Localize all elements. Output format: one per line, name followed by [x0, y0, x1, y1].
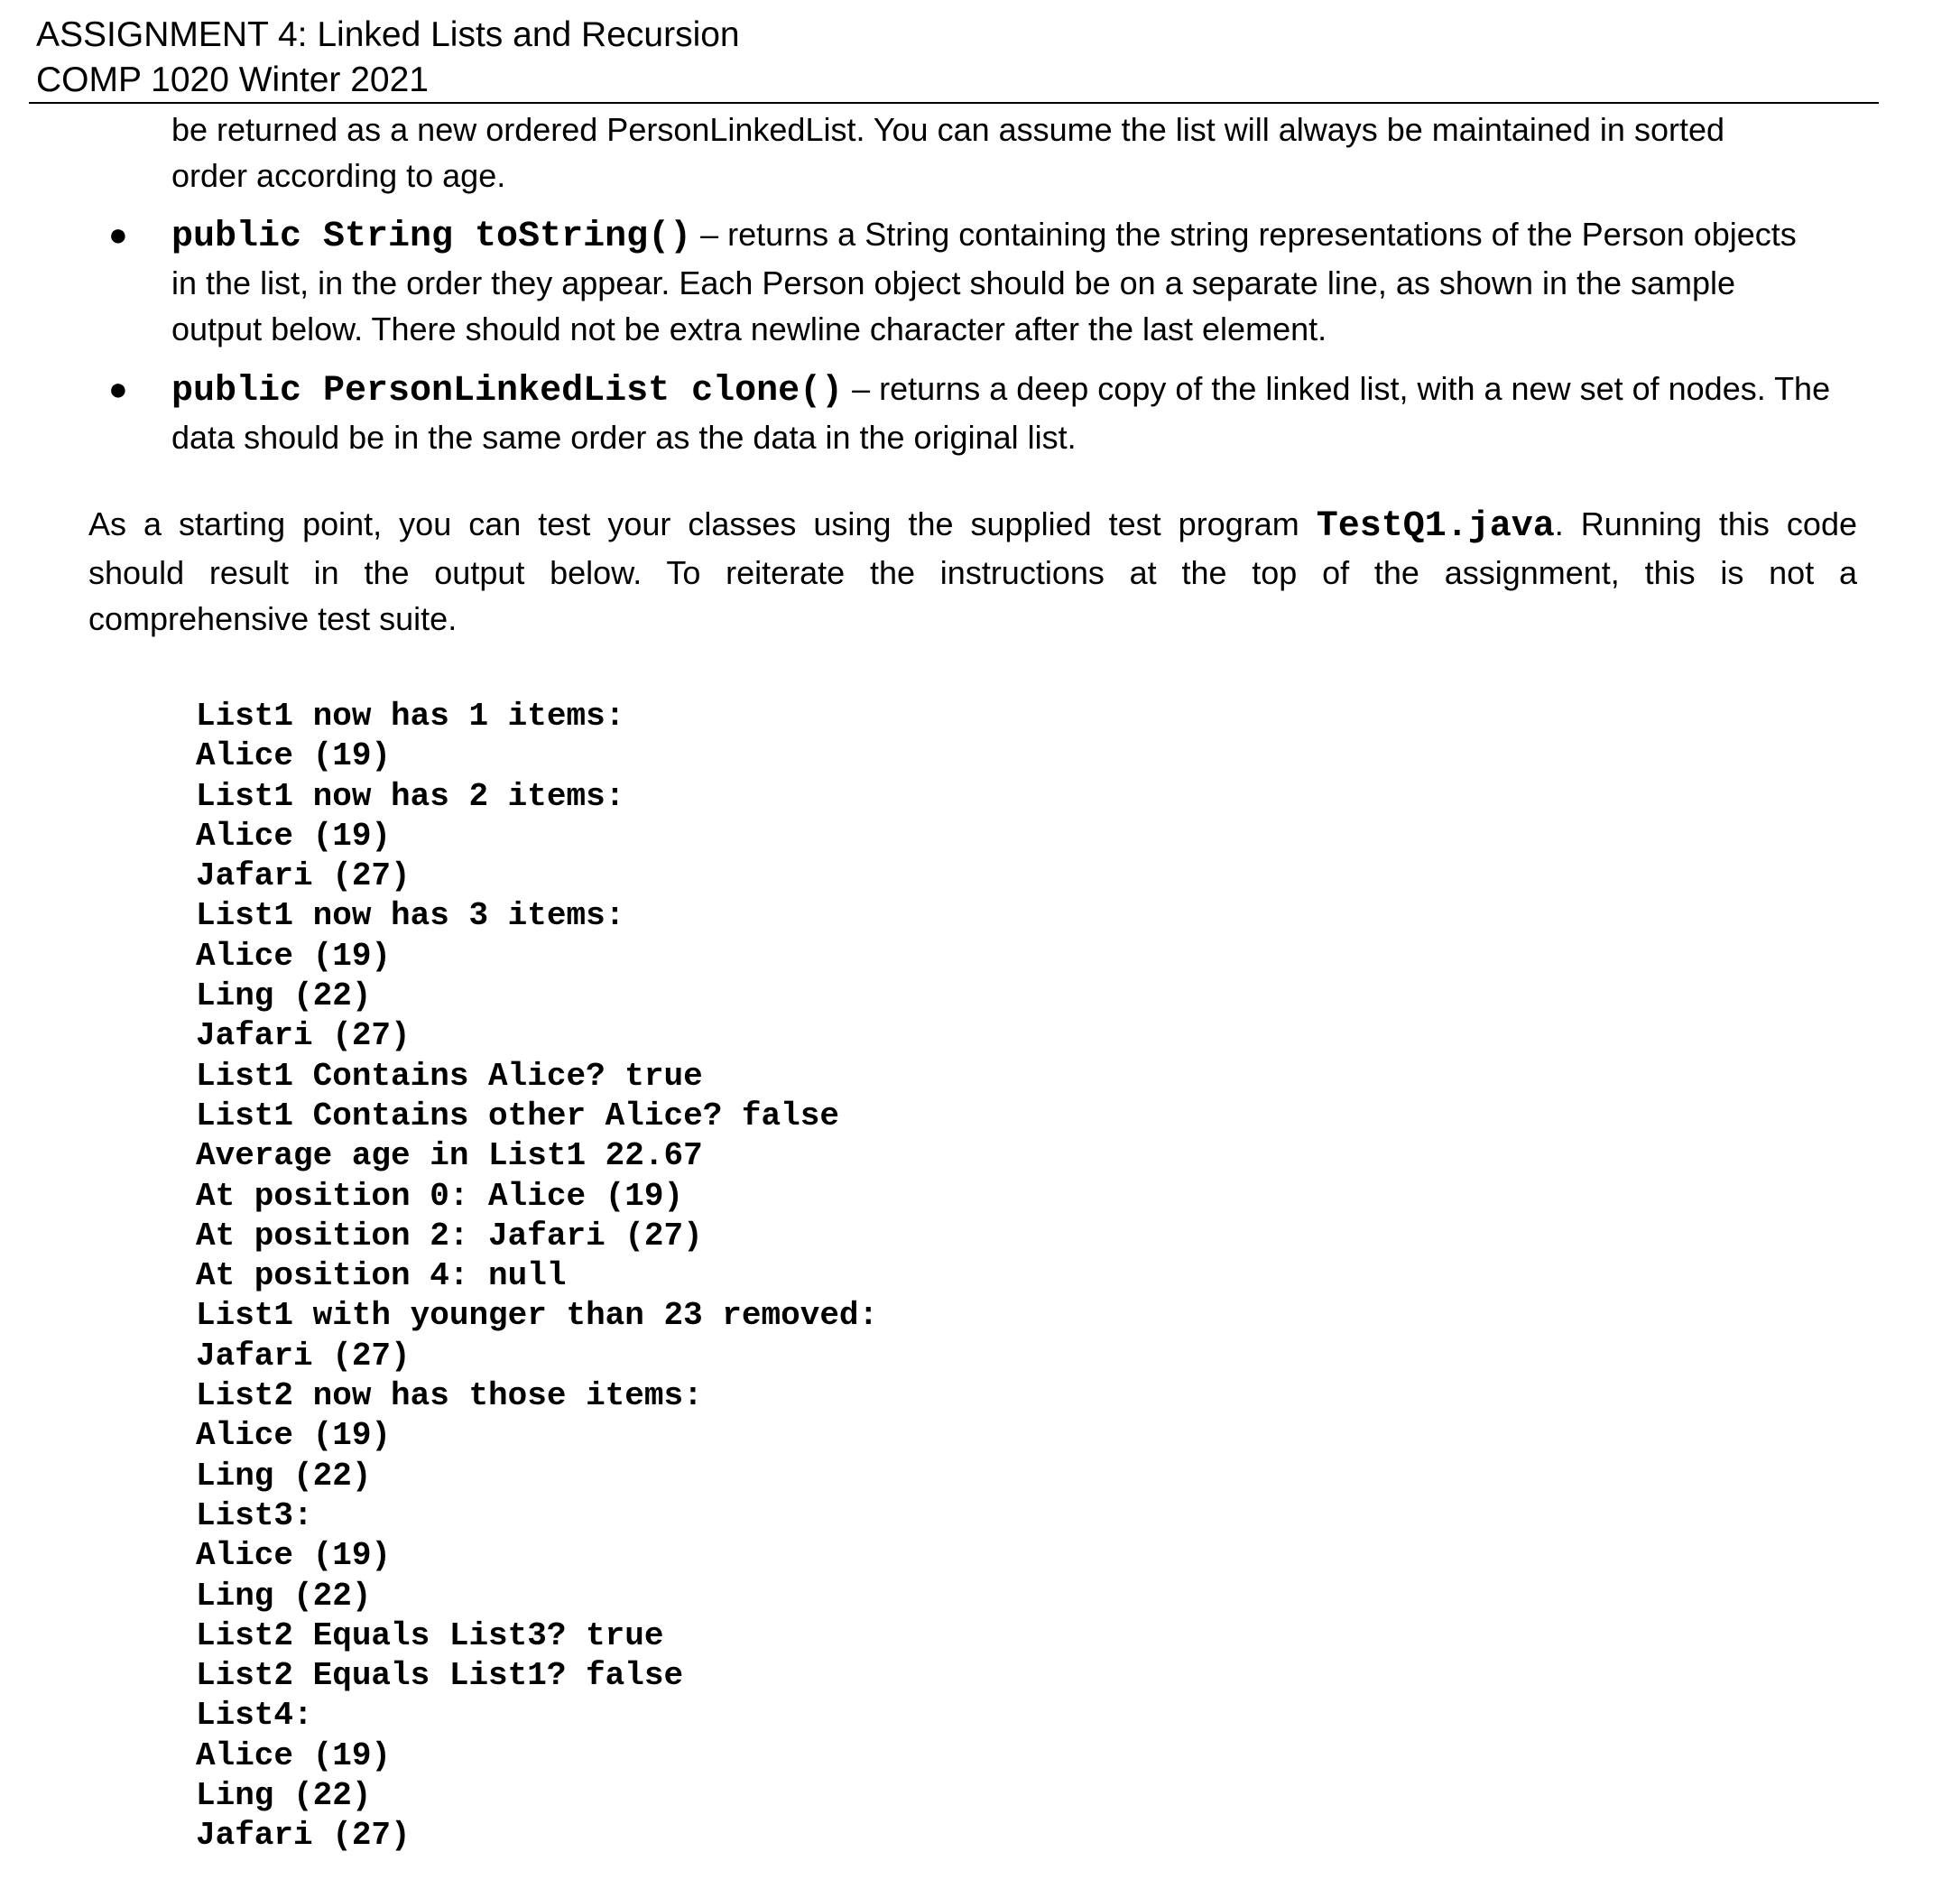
output-line: Jafari (27) — [196, 1017, 411, 1055]
header-divider — [29, 102, 1879, 104]
output-line: At position 0: Alice (19) — [196, 1177, 684, 1215]
output-line: Alice (19) — [196, 817, 392, 855]
method-description: – returns a String containing the string representations of the Person objects — [691, 216, 1797, 253]
page-header — [36, 13, 1877, 103]
method-line — [171, 211, 1868, 260]
continuation-line: be returned as a new ordered PersonLinkedList. You can assume the list will always be maintained in sorted — [171, 111, 1725, 148]
output-line: Alice (19) — [196, 1417, 392, 1455]
paragraph-line: comprehensive test suite. — [88, 600, 458, 637]
output-line: Alice (19) — [196, 937, 392, 975]
output-line: Ling (22) — [196, 1777, 372, 1815]
output-line: At position 4: null — [196, 1257, 567, 1295]
output-line: Ling (22) — [196, 1577, 372, 1615]
output-line: Alice (19) — [196, 737, 392, 775]
sample-output — [196, 697, 878, 1856]
output-line: List3: — [196, 1496, 313, 1534]
method-item-clone — [99, 366, 1868, 460]
method-item-tostring — [99, 211, 1868, 352]
method-list — [99, 211, 1868, 474]
continuation-line: order according to age. — [171, 157, 506, 194]
paragraph-line: As a starting point, you can test your classes using the supplied test program TestQ1.java. Running this code — [88, 505, 1857, 547]
test-file-name: TestQ1.java — [1316, 506, 1555, 547]
method-signature: public PersonLinkedList clone() — [171, 371, 844, 412]
output-line: List2 now has those items: — [196, 1377, 703, 1415]
method-line: output below. There should not be extra newline character after the last element. — [171, 310, 1327, 347]
method-line — [171, 366, 1868, 414]
output-line: Jafari (27) — [196, 1817, 411, 1855]
output-line: Alice (19) — [196, 1537, 392, 1575]
output-line: Jafari (27) — [196, 857, 411, 895]
method-line: in the list, in the order they appear. Each Person object should be on a separate line, as shown in the sample — [171, 264, 1736, 301]
continued-bullet-text — [171, 106, 1850, 199]
bullet-icon: ● — [108, 216, 128, 253]
bullet-icon: ● — [108, 370, 128, 407]
output-line: List1 Contains Alice? true — [196, 1057, 703, 1095]
output-line: List1 now has 3 items: — [196, 897, 625, 935]
output-line: List1 with younger than 23 removed: — [196, 1297, 879, 1335]
output-line: List1 Contains other Alice? false — [196, 1097, 839, 1134]
output-line: Jafari (27) — [196, 1337, 411, 1375]
method-description: – returns a deep copy of the linked list, with a new set of nodes. The — [843, 370, 1831, 407]
output-line: Average age in List1 22.67 — [196, 1137, 703, 1175]
output-line: Ling (22) — [196, 977, 372, 1015]
paragraph-line: should result in the output below. To reiterate the instructions at the top of the assignment, this is not a — [88, 554, 1857, 591]
output-line: List1 now has 1 items: — [196, 698, 625, 735]
output-line: List4: — [196, 1697, 313, 1735]
output-line: Alice (19) — [196, 1736, 392, 1774]
testing-paragraph — [88, 501, 1857, 642]
output-line: Ling (22) — [196, 1457, 372, 1495]
output-line: List2 Equals List1? false — [196, 1657, 684, 1695]
output-line: List2 Equals List3? true — [196, 1616, 664, 1654]
method-signature: public String toString() — [171, 217, 692, 257]
course-title: COMP 1020 Winter 2021 — [36, 60, 429, 99]
method-line: data should be in the same order as the data in the original list. — [171, 419, 1077, 456]
output-line: List1 now has 2 items: — [196, 777, 625, 815]
output-line: At position 2: Jafari (27) — [196, 1217, 703, 1255]
assignment-title: ASSIGNMENT 4: Linked Lists and Recursion — [36, 15, 740, 54]
